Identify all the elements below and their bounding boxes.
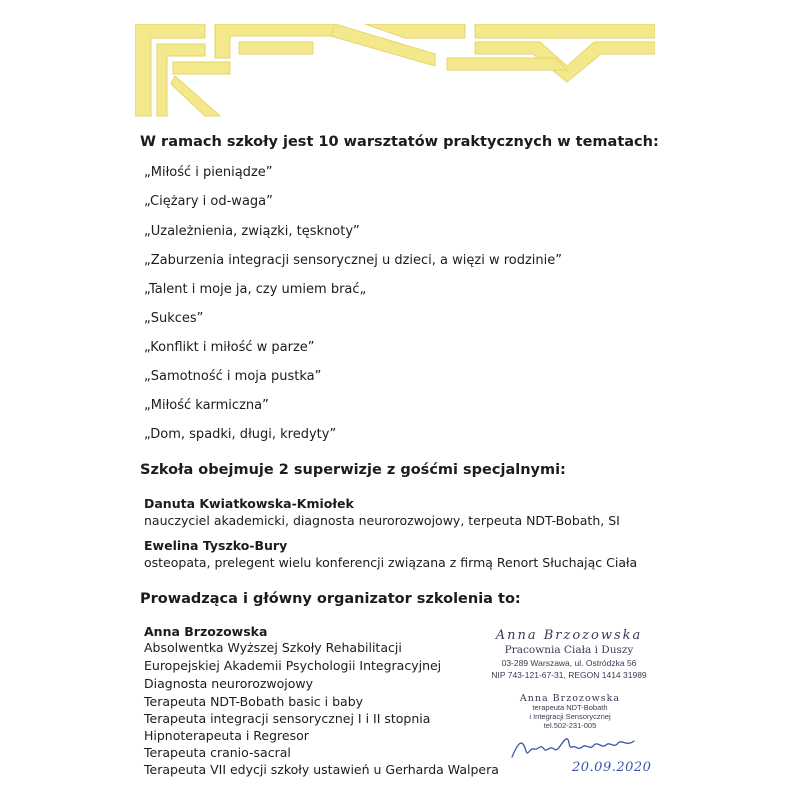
workshop-item: „Ciężary i od-waga”: [144, 194, 273, 209]
credential-item: Terapeuta NDT-Bobath basic i baby: [144, 694, 364, 709]
stamp-phone: tel.502-231-005: [543, 721, 597, 730]
stamp-line: i Integracji Sensorycznej: [529, 712, 611, 721]
workshop-item: „Talent i moje ja, czy umiem brać„: [144, 282, 367, 297]
supervisions-heading: Szkoła obejmuje 2 superwizje z gośćmi specjalnymi:: [140, 462, 566, 478]
workshop-item: „Konflikt i miłość w parze”: [144, 340, 315, 355]
workshop-item: „Samotność i moja pustka”: [144, 369, 322, 384]
decorative-corner-ornament: [135, 24, 655, 119]
stamp-name: Anna Brzozowska: [519, 693, 621, 704]
personal-stamp: [512, 694, 628, 730]
workshops-heading: W ramach szkoły jest 10 warsztatów praktycznych w tematach:: [140, 134, 659, 150]
credential-item: Absolwentka Wyższej Szkoły Rehabilitacji: [144, 640, 402, 655]
stamp-ids: NIP 743-121-67-31, REGON 1414 31989: [491, 670, 647, 680]
workshop-item: „Dom, spadki, długi, kredyty”: [144, 427, 337, 442]
credential-item: Terapeuta integracji sensorycznej I i II stopnia: [144, 711, 431, 726]
stamp-address: 03-289 Warszawa, ul. Ostródzka 56: [501, 658, 637, 668]
workshop-item: „Zaburzenia integracji sensorycznej u dzieci, a więzi w rodzinie”: [144, 253, 562, 268]
signature-date: 20.09.2020: [572, 760, 652, 775]
credential-item: Terapeuta VII edycji szkoły ustawień u Gerharda Walpera: [144, 762, 499, 777]
stamp-line: terapeuta NDT-Bobath: [532, 703, 608, 712]
credential-item: Terapeuta cranio-sacral: [144, 745, 291, 760]
stamp-company: Pracownia Ciała i Duszy: [504, 644, 634, 656]
guest-name: Ewelina Tyszko-Bury: [144, 538, 288, 553]
workshop-item: „Miłość karmiczna”: [144, 398, 269, 413]
guest-name: Danuta Kwiatkowska-Kmiołek: [144, 496, 354, 511]
credential-item: Diagnosta neurorozwojowy: [144, 676, 314, 691]
handwritten-signature: [510, 733, 640, 761]
workshop-item: „Miłość i pieniądze”: [144, 165, 273, 180]
stamp-name: Anna Brzozowska: [495, 628, 643, 643]
guest-description: osteopata, prelegent wielu konferencji związana z firmą Renort Słuchając Ciała: [144, 555, 638, 570]
company-stamp: [484, 628, 654, 680]
credential-item: Hipnoterapeuta i Regresor: [144, 728, 309, 743]
workshop-item: „Uzależnienia, związki, tęsknoty”: [144, 224, 360, 239]
organizer-heading: Prowadząca i główny organizator szkolenia to:: [140, 591, 521, 607]
organizer-name: Anna Brzozowska: [144, 624, 268, 639]
credential-item: Europejskiej Akademii Psychologii Integracyjnej: [144, 658, 442, 673]
guest-description: nauczyciel akademicki, diagnosta neurorozwojowy, terpeuta NDT-Bobath, SI: [144, 513, 620, 528]
workshop-item: „Sukces”: [144, 311, 204, 326]
